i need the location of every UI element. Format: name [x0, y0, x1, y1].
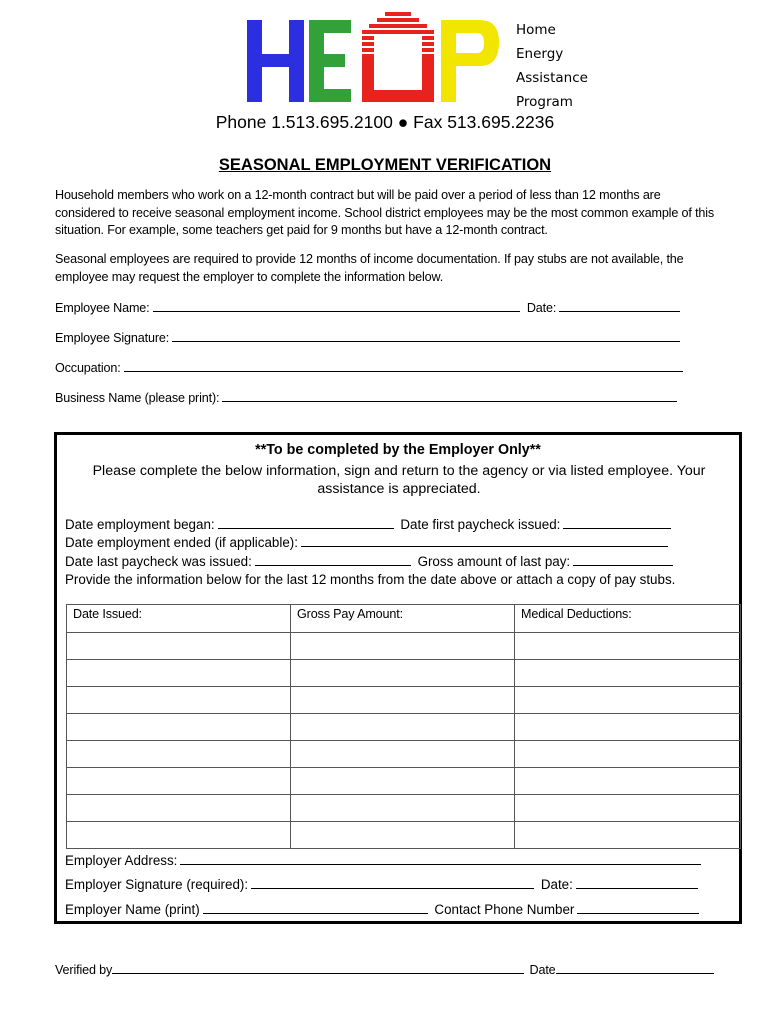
- gross-pay-cell[interactable]: [291, 687, 515, 714]
- last-paycheck-label: Date last paycheck was issued:: [65, 554, 252, 569]
- logo-letter-h: [247, 20, 304, 102]
- gross-pay-cell[interactable]: [291, 741, 515, 768]
- business-name-label: Business Name (please print):: [55, 391, 220, 405]
- date-issued-cell[interactable]: [67, 795, 291, 822]
- employee-date-label: Date:: [526, 301, 557, 315]
- occupation-label: Occupation:: [55, 361, 121, 375]
- requirements-paragraph: Seasonal employees are required to provide 12 months of income documentation. If pay stubs are not available, the employee may request the employer to complete the information below.: [55, 252, 684, 284]
- employer-name-line[interactable]: [203, 902, 428, 914]
- table-row[interactable]: [67, 687, 741, 714]
- employer-instructions: Please complete the below information, sign and return to the agency or via listed employee. Your assistance is appreciated.: [92, 463, 706, 497]
- table-row[interactable]: [67, 795, 741, 822]
- table-header-row: [67, 605, 741, 633]
- employee-date-line[interactable]: [559, 300, 680, 312]
- business-name-field[interactable]: [55, 390, 677, 405]
- date-issued-cell[interactable]: [67, 822, 291, 849]
- last-paycheck-line[interactable]: [255, 554, 411, 566]
- table-row[interactable]: [67, 768, 741, 795]
- employer-address-field[interactable]: [65, 853, 701, 868]
- contact-phone-label: Contact Phone Number: [434, 902, 575, 917]
- table-row[interactable]: [67, 660, 741, 687]
- employer-heading: **To be completed by the Employer Only**: [255, 442, 541, 458]
- contact-phone-line[interactable]: [577, 902, 699, 914]
- gross-pay-cell[interactable]: [291, 822, 515, 849]
- date-ended-line[interactable]: [301, 535, 668, 547]
- employee-signature-label: Employee Signature:: [55, 331, 170, 345]
- intro-paragraph: Household members who work on a 12-month contract but will be paid over a period of less than 12 months are considered to receive seasonal employment income. School district employees may be the most common example of this situation. For example, some teachers get paid for 9 months but have a 12-month contract.: [55, 188, 715, 237]
- gross-pay-header: Gross Pay Amount:: [291, 605, 515, 633]
- first-paycheck-line[interactable]: [563, 517, 671, 529]
- first-paycheck-label: Date first paycheck issued:: [400, 517, 561, 532]
- verified-date-label: Date: [529, 963, 556, 977]
- employer-signature-label: Employer Signature (required):: [65, 877, 249, 892]
- medical-deductions-cell[interactable]: [515, 633, 741, 660]
- phone-fax-line: Phone 1.513.695.2100 ● Fax 513.695.2236: [215, 112, 555, 132]
- date-issued-header: Date Issued:: [67, 605, 291, 633]
- date-issued-cell[interactable]: [67, 714, 291, 741]
- gross-last-pay-label: Gross amount of last pay:: [417, 554, 571, 569]
- verified-by-field[interactable]: [55, 962, 714, 977]
- verified-by-line[interactable]: [112, 962, 524, 974]
- verified-date-line[interactable]: [556, 962, 714, 974]
- logo-word-assistance: Assistance: [516, 70, 588, 86]
- business-name-line[interactable]: [222, 390, 677, 402]
- table-row[interactable]: [67, 741, 741, 768]
- date-issued-cell[interactable]: [67, 768, 291, 795]
- medical-deductions-cell[interactable]: [515, 687, 741, 714]
- medical-deductions-cell[interactable]: [515, 660, 741, 687]
- employer-signature-line[interactable]: [251, 877, 534, 889]
- employee-name-line[interactable]: [153, 300, 520, 312]
- logo-word-program: Program: [516, 94, 573, 110]
- medical-deductions-cell[interactable]: [515, 795, 741, 822]
- employer-name-label: Employer Name (print): [65, 902, 200, 917]
- last-paycheck-row: [65, 554, 673, 569]
- logo-letter-p: [441, 20, 499, 102]
- logo-word-home: Home: [516, 22, 556, 38]
- gross-pay-cell[interactable]: [291, 768, 515, 795]
- gross-pay-cell[interactable]: [291, 660, 515, 687]
- logo-letter-e: [309, 20, 351, 102]
- medical-deductions-cell[interactable]: [515, 714, 741, 741]
- employer-address-label: Employer Address:: [65, 853, 178, 868]
- date-issued-cell[interactable]: [67, 633, 291, 660]
- occupation-field[interactable]: [55, 360, 683, 375]
- employer-date-line[interactable]: [576, 877, 698, 889]
- date-issued-cell[interactable]: [67, 660, 291, 687]
- logo-letter-a-house: [362, 12, 434, 102]
- date-ended-label: Date employment ended (if applicable):: [65, 535, 298, 550]
- employee-name-label: Employee Name:: [55, 301, 150, 315]
- employer-date-label: Date:: [540, 877, 573, 892]
- gross-pay-cell[interactable]: [291, 633, 515, 660]
- document-title: SEASONAL EMPLOYMENT VERIFICATION: [218, 156, 552, 174]
- medical-deductions-cell[interactable]: [515, 822, 741, 849]
- gross-pay-cell[interactable]: [291, 714, 515, 741]
- medical-deductions-cell[interactable]: [515, 768, 741, 795]
- employee-signature-field[interactable]: [55, 330, 680, 345]
- employer-name-field[interactable]: [65, 902, 699, 917]
- occupation-line[interactable]: [124, 360, 683, 372]
- employee-name-field[interactable]: [55, 300, 680, 315]
- employer-section: [54, 432, 742, 924]
- provide-info-text: Provide the information below for the last 12 months from the date above or attach a copy of pay stubs.: [65, 572, 676, 587]
- employment-dates-row: [65, 517, 671, 532]
- table-row[interactable]: [67, 633, 741, 660]
- heap-logo: [245, 12, 500, 110]
- date-issued-cell[interactable]: [67, 687, 291, 714]
- logo-word-energy: Energy: [516, 46, 564, 62]
- employer-signature-field[interactable]: [65, 877, 698, 892]
- pay-history-table: [66, 604, 741, 849]
- gross-pay-cell[interactable]: [291, 795, 515, 822]
- date-began-label: Date employment began:: [65, 517, 215, 532]
- medical-deductions-header: Medical Deductions:: [515, 605, 741, 633]
- date-issued-cell[interactable]: [67, 741, 291, 768]
- employee-signature-line[interactable]: [172, 330, 680, 342]
- gross-last-pay-line[interactable]: [573, 554, 673, 566]
- medical-deductions-cell[interactable]: [515, 741, 741, 768]
- verified-by-label: Verified by: [55, 963, 113, 977]
- table-row[interactable]: [67, 822, 741, 849]
- employer-address-line[interactable]: [180, 853, 701, 865]
- table-row[interactable]: [67, 714, 741, 741]
- date-ended-row: [65, 535, 668, 550]
- date-began-line[interactable]: [218, 517, 394, 529]
- logo-words: [516, 18, 588, 114]
